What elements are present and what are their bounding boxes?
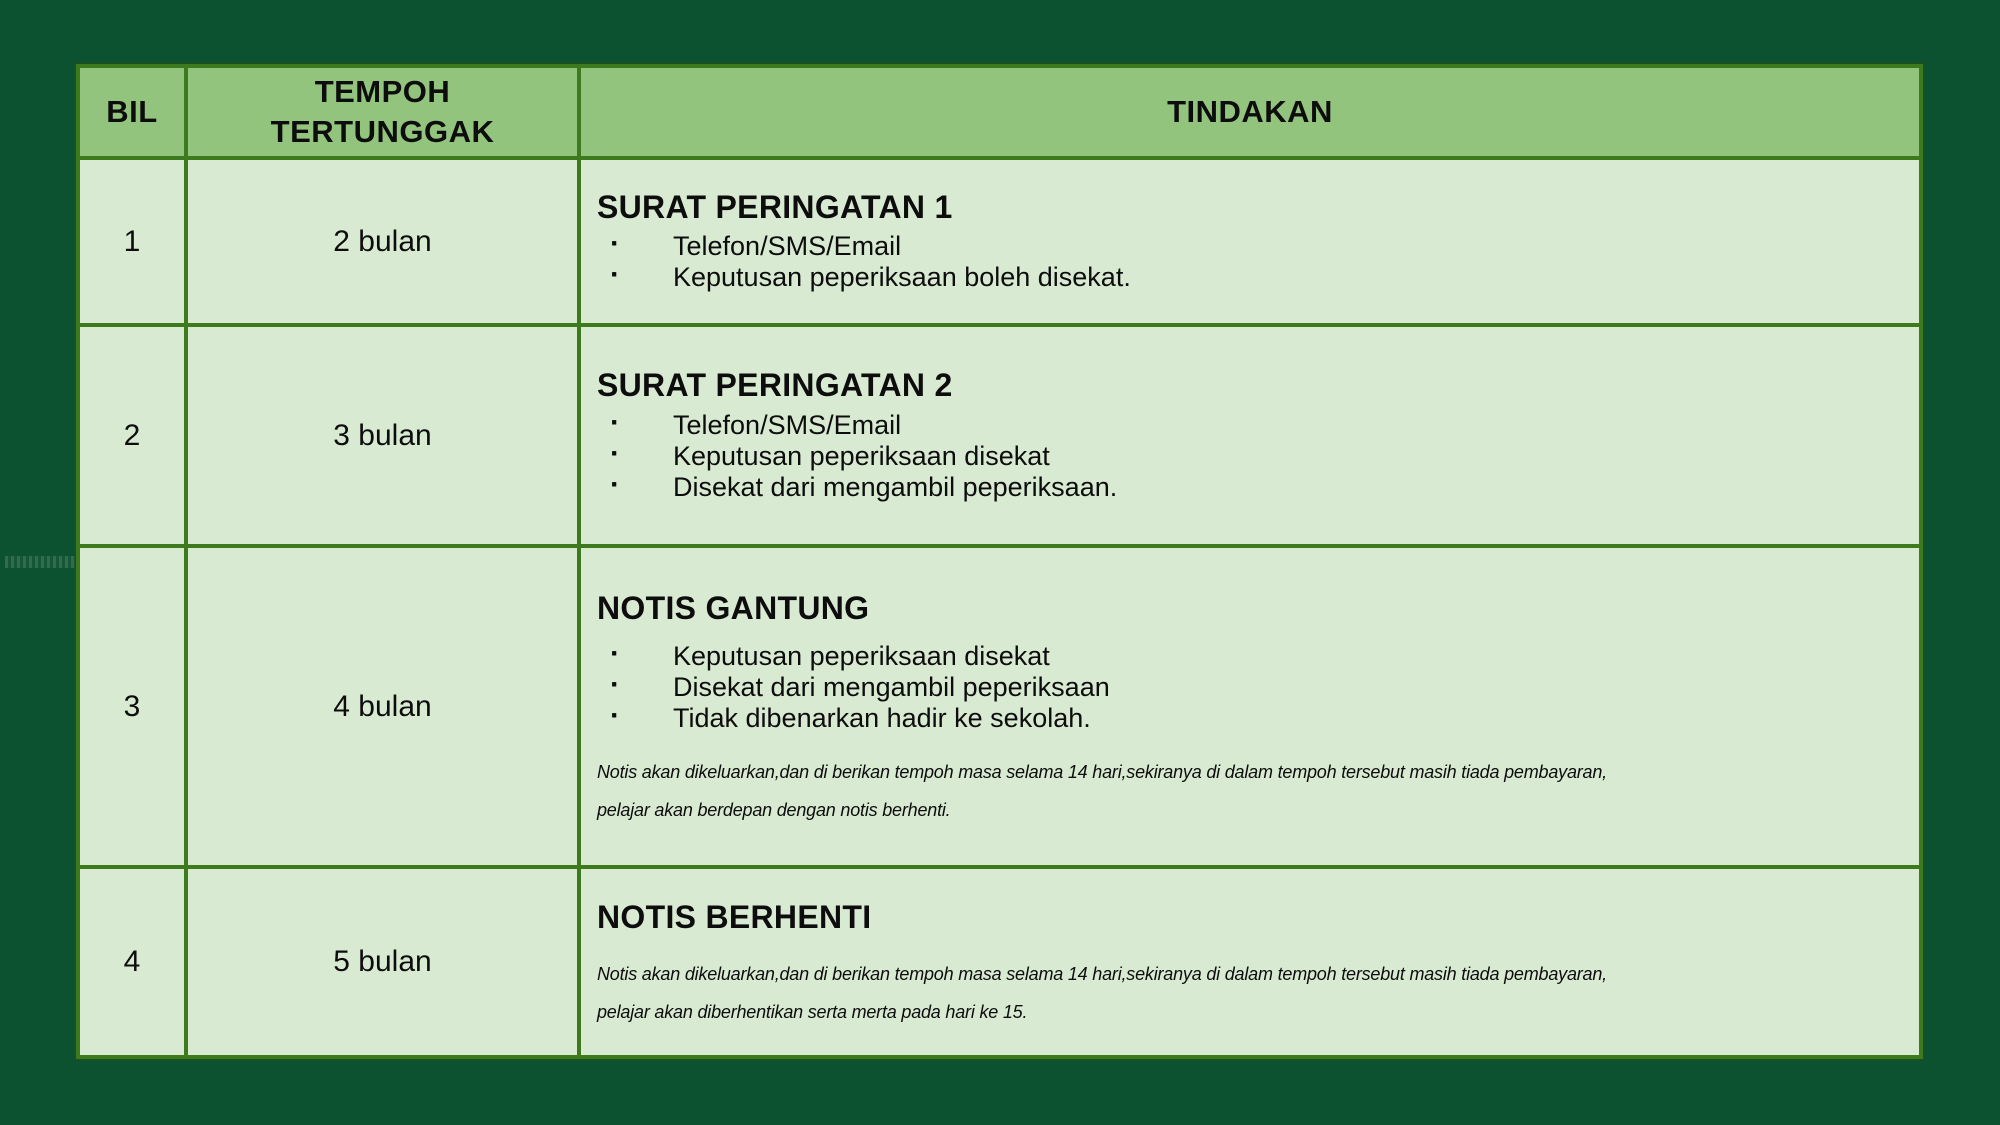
note-line: Notis akan dikeluarkan,dan di berikan tempoh masa selama 14 hari,sekiranya di dalam tempoh tersebut masih tiada pembayaran, <box>597 964 1607 985</box>
row3-bullet-list <box>597 641 1899 734</box>
bullet-item: · Disekat dari mengambil peperiksaan <box>597 672 1899 702</box>
row4-bil: 4 <box>123 945 141 978</box>
row4-bil-cell <box>80 869 184 1055</box>
row1-action-title: SURAT PERINGATAN 1 <box>597 188 953 225</box>
row4-action-title: NOTIS BERHENTI <box>597 899 872 936</box>
fee-arrears-action-table <box>75 63 1924 1060</box>
row1-bullet-list <box>597 231 1899 293</box>
bullet-item: · Keputusan peperiksaan boleh disekat. <box>597 262 1899 292</box>
note-line: pelajar akan diberhentikan serta merta pada hari ke 15. <box>597 1001 1028 1022</box>
bullet-item: · Keputusan peperiksaan disekat <box>597 641 1899 671</box>
row1-tempoh-cell <box>188 160 577 323</box>
header-label-tempoh: TEMPOH TERTUNGGAK <box>270 74 495 149</box>
row1-tempoh: 2 bulan <box>333 224 432 258</box>
row2-bullet-list <box>597 410 1899 503</box>
header-label-tindakan: TINDAKAN <box>1167 94 1333 130</box>
row3-notes <box>597 762 1899 821</box>
row3-tempoh-cell <box>188 548 577 865</box>
row4-tindakan-cell <box>581 869 1919 1055</box>
header-label-bil: BIL <box>106 94 158 130</box>
bullet-item: · Keputusan peperiksaan disekat <box>597 441 1899 471</box>
header-cell-bil <box>80 68 184 156</box>
row2-tempoh: 3 bulan <box>333 418 432 452</box>
row2-bil: 2 <box>123 418 141 452</box>
row3-bil-cell <box>80 548 184 865</box>
row1-tindakan-cell <box>581 160 1919 323</box>
header-cell-tindakan <box>581 68 1919 156</box>
bullet-item: · Tidak dibenarkan hadir ke sekolah. <box>597 703 1899 733</box>
header-cell-tempoh <box>188 68 577 156</box>
note-line: Notis akan dikeluarkan,dan di berikan tempoh masa selama 14 hari,sekiranya di dalam tempoh tersebut masih tiada pembayaran, <box>597 762 1607 783</box>
bullet-item: · Telefon/SMS/Email <box>597 231 1899 261</box>
row4-notes <box>597 964 1899 1023</box>
row2-tempoh-cell <box>188 327 577 544</box>
row2-bil-cell <box>80 327 184 544</box>
screen-artifact <box>5 556 81 568</box>
bullet-item: · Disekat dari mengambil peperiksaan. <box>597 472 1899 502</box>
row4-tempoh: 5 bulan <box>333 945 432 978</box>
row4-tempoh-cell <box>188 869 577 1055</box>
row3-tempoh: 4 bulan <box>333 689 432 723</box>
row1-bil: 1 <box>123 224 141 258</box>
row2-action-title: SURAT PERINGATAN 2 <box>597 367 953 404</box>
row3-tindakan-cell <box>581 548 1919 865</box>
note-line: pelajar akan berdepan dengan notis berhenti. <box>597 799 951 820</box>
row3-bil: 3 <box>123 689 141 723</box>
row2-tindakan-cell <box>581 327 1919 544</box>
bullet-item: · Telefon/SMS/Email <box>597 410 1899 440</box>
row1-bil-cell <box>80 160 184 323</box>
row3-action-title: NOTIS GANTUNG <box>597 590 870 627</box>
